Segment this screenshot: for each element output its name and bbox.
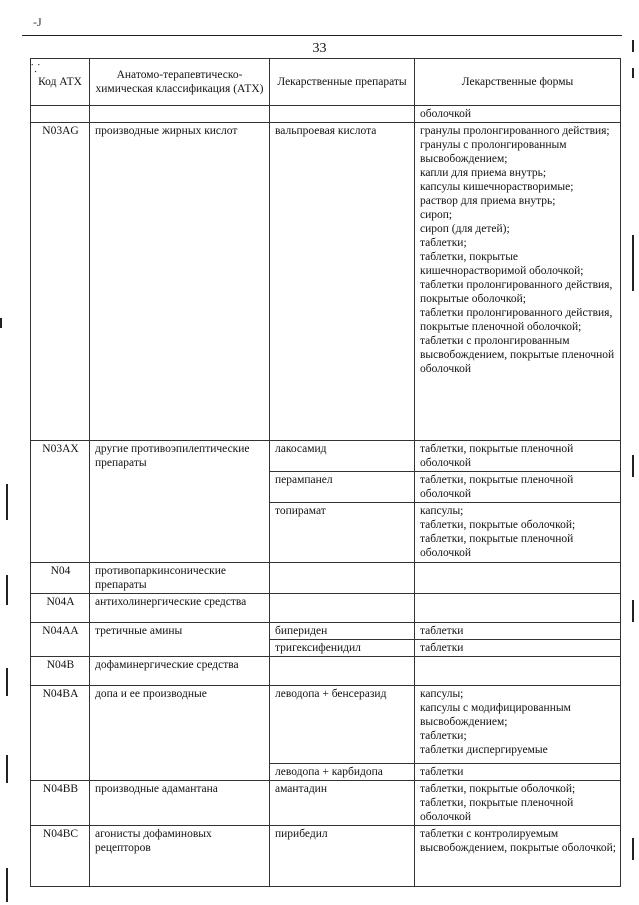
dosage-form: гранулы с пролонгированным высвобождением;: [420, 139, 567, 165]
scan-edge-mark: [6, 668, 8, 696]
cell-drug: амантадин: [270, 781, 415, 826]
dosage-form: сироп (для детей);: [420, 223, 510, 235]
cell-forms: [415, 441, 621, 472]
cell-class: допа и ее производные: [90, 686, 270, 781]
cell-code: [31, 106, 90, 123]
header-forms: Лекарственные формы: [415, 59, 621, 106]
dosage-form: капли для приема внутрь;: [420, 167, 547, 179]
dosage-form: таблетки;: [420, 237, 467, 249]
cell-drug: [270, 594, 415, 623]
scan-edge-mark: [632, 68, 634, 78]
cell-code: N04BA: [31, 686, 90, 781]
top-rule: [22, 35, 622, 36]
cell-class: дофаминергические средства: [90, 657, 270, 686]
cell-drug: пирибедил: [270, 826, 415, 887]
cell-forms: [415, 640, 621, 657]
cell-drug: тригексифенидил: [270, 640, 415, 657]
dosage-form: таблетки, покрытые оболочкой;: [420, 783, 576, 795]
dosage-form: таблетки, покрытые оболочкой;: [420, 519, 576, 531]
cell-forms: [415, 764, 621, 781]
cell-forms: [415, 563, 621, 594]
cell-drug: леводопа + бенсеразид: [270, 686, 415, 764]
cell-forms: [415, 686, 621, 764]
cell-forms: [415, 123, 621, 441]
cell-forms: [415, 503, 621, 563]
dosage-form: таблетки, покрытые пленочной оболочкой: [420, 443, 574, 469]
cell-class: противопаркинсонические препараты: [90, 563, 270, 594]
cell-class: третичные амины: [90, 623, 270, 657]
cell-code: N04B: [31, 657, 90, 686]
scan-edge-mark: [6, 575, 8, 605]
scan-edge-mark: [632, 838, 634, 860]
table-row: [31, 657, 621, 686]
dosage-form: оболочкой: [420, 108, 472, 120]
page-number: 33: [312, 41, 327, 56]
dosage-form: гранулы пролонгированного действия;: [420, 125, 610, 137]
cell-code: N03AG: [31, 123, 90, 441]
cell-drug: лакосамид: [270, 441, 415, 472]
scan-edge-mark: [6, 755, 8, 783]
dosage-form: таблетки, покрытые пленочной оболочкой: [420, 797, 574, 823]
cell-forms: [415, 623, 621, 640]
cell-drug: топирамат: [270, 503, 415, 563]
table-row: [31, 781, 621, 826]
cell-drug: [270, 563, 415, 594]
scan-edge-mark: [632, 600, 634, 622]
table-row: [31, 441, 621, 472]
cell-code: N04BB: [31, 781, 90, 826]
header-row: [31, 59, 621, 106]
cell-class: производные жирных кислот: [90, 123, 270, 441]
scan-edge-mark: [6, 484, 8, 520]
table-row: [31, 106, 621, 123]
cell-drug: перампанел: [270, 472, 415, 503]
table-row: [31, 686, 621, 764]
scan-edge-mark: [0, 318, 2, 328]
table-row: [31, 563, 621, 594]
scan-corner-mark: ⸪: [31, 63, 41, 75]
scan-edge-mark: [632, 235, 634, 291]
cell-class: другие противоэпилептические препараты: [90, 441, 270, 563]
dosage-form: таблетки: [420, 766, 464, 778]
cell-drug: бипериден: [270, 623, 415, 640]
cell-class: антихолинергические средства: [90, 594, 270, 623]
dosage-form: таблетки с контролируемым высвобождением, покрытые оболочкой;: [420, 828, 616, 854]
dosage-form: раствор для приема внутрь;: [420, 195, 556, 207]
cell-drug: леводопа + карбидопа: [270, 764, 415, 781]
header-class: Анатомо-терапевтическо-химическая классификация (АТХ): [90, 59, 270, 106]
dosage-form: капсулы;: [420, 688, 464, 700]
scan-edge-mark: [632, 455, 634, 477]
dosage-form: таблетки диспергируемые: [420, 744, 548, 756]
table-row: [31, 623, 621, 640]
cell-class: производные адамантана: [90, 781, 270, 826]
dosage-form: сироп;: [420, 209, 453, 221]
dosage-form: таблетки с пролонгированным высвобождением, покрытые пленочной оболочкой: [420, 335, 615, 375]
cell-class: [90, 106, 270, 123]
dosage-form: капсулы с модифицированным высвобождением;: [420, 702, 571, 728]
cell-forms: [415, 826, 621, 887]
cell-drug: [270, 657, 415, 686]
cell-code: N03AX: [31, 441, 90, 563]
scan-edge-mark: [6, 868, 8, 902]
table-body: [31, 106, 621, 887]
cell-forms: [415, 106, 621, 123]
dosage-form: таблетки, покрытые пленочной оболочкой: [420, 474, 574, 500]
dosage-form: таблетки пролонгированного действия, покрытые пленочной оболочкой;: [420, 307, 613, 333]
dosage-form: капсулы кишечнорастворимые;: [420, 181, 574, 193]
header-drug: Лекарственные препараты: [270, 59, 415, 106]
cell-drug: [270, 106, 415, 123]
dosage-form: таблетки: [420, 642, 464, 654]
table-row: [31, 594, 621, 623]
cell-code: N04: [31, 563, 90, 594]
table-row: [31, 123, 621, 441]
dosage-form: капсулы;: [420, 505, 464, 517]
dosage-form: таблетки, покрытые пленочной оболочкой: [420, 533, 574, 559]
atc-table: [30, 58, 621, 887]
cell-class: агонисты дофаминовых рецепторов: [90, 826, 270, 887]
scan-edge-mark: [632, 40, 634, 52]
dosage-form: таблетки: [420, 625, 464, 637]
scan-top-mark: -J: [33, 15, 42, 29]
cell-forms: [415, 594, 621, 623]
dosage-form: таблетки пролонгированного действия, покрытые оболочкой;: [420, 279, 613, 305]
dosage-form: таблетки;: [420, 730, 467, 742]
cell-forms: [415, 472, 621, 503]
cell-code: N04AA: [31, 623, 90, 657]
cell-forms: [415, 657, 621, 686]
header-code: Код АТХ: [31, 59, 90, 106]
table-row: [31, 826, 621, 887]
cell-code: N04A: [31, 594, 90, 623]
cell-drug: вальпроевая кислота: [270, 123, 415, 441]
cell-code: N04BC: [31, 826, 90, 887]
dosage-form: таблетки, покрытые кишечнорастворимой оболочкой;: [420, 251, 584, 277]
cell-forms: [415, 781, 621, 826]
